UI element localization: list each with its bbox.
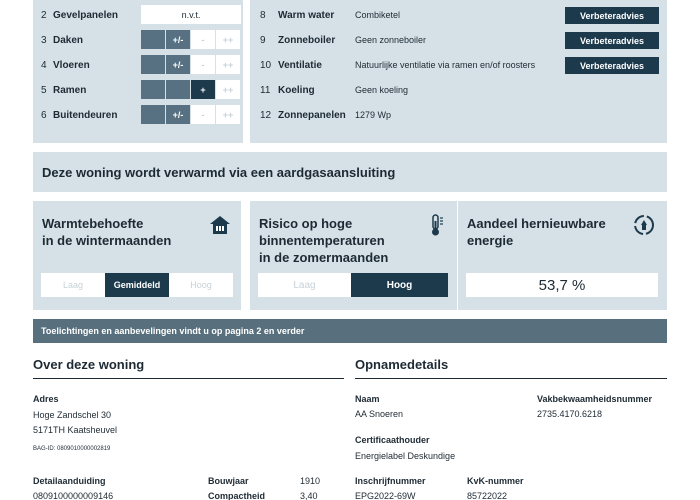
rating-segment: ++ [216,105,240,124]
component-number: 3 [41,34,47,46]
installation-label: Ventilatie [278,59,322,71]
note-banner [33,319,667,343]
component-row-ramen [41,80,241,100]
certificate-holder-label: Certificaathouder [355,435,430,445]
card-title-line: binnentemperaturen [259,233,385,248]
thermometer-icon [424,213,446,237]
rating-segment: +/- [166,105,190,124]
renewable-percentage: 53,7 % [466,273,658,297]
scale-option-medium: Gemiddeld [105,273,169,297]
component-number: 6 [41,109,47,121]
rating-segment: +/- [166,30,190,49]
installation-label: Warm water [278,9,335,21]
component-label: Gevelpanelen [53,9,119,21]
installation-number: 12 [260,109,272,121]
installation-row-koeling [260,80,665,100]
registration-number-label: Inschrijfnummer [355,476,426,486]
heat-demand-scale [41,273,233,297]
installations-panel [250,0,667,143]
installation-number: 9 [260,34,266,46]
rating-segment: + [191,80,215,99]
rating-segment [166,80,190,99]
improvement-advice-button-ventilatie[interactable]: Verbeteradvies [565,57,659,74]
card-title-line: in de zomermaanden [259,250,389,265]
component-rating [141,105,241,124]
scale-option-high: Hoog [190,280,212,290]
component-number: 4 [41,59,47,71]
recording-heading: Opnamedetails [355,357,449,372]
component-label: Vloeren [53,59,90,71]
assessor-name-value: AA Snoeren [355,409,404,419]
rating-segment: - [191,55,215,74]
improvement-advice-button-zonneboiler[interactable]: Verbeteradvies [565,32,659,49]
registration-number-value: EPG2022-69W [355,491,416,500]
installation-value: 1279 Wp [355,110,392,120]
heating-banner [33,152,667,192]
rating-segment: +/- [166,55,190,74]
rating-segment: - [191,30,215,49]
rating-segment [141,55,165,74]
components-panel [33,0,243,143]
assessor-name-label: Naam [355,394,380,404]
installation-label: Koeling [278,84,315,96]
compactness-label: Compactheid [208,491,266,500]
rating-segment [141,80,165,99]
card-title [467,215,606,249]
card-title [42,215,171,249]
scale-option-low: Laag [293,279,316,291]
qualification-number-label: Vakbekwaamheidsnummer [537,394,653,404]
card-title-line: Warmtebehoefte [42,216,144,231]
rating-segment: ++ [216,80,240,99]
scale-option-low: Laag [62,280,84,290]
installation-value: Natuurlijke ventilatie via ramen en/of roosters [355,60,536,70]
component-row-daken [41,30,241,50]
card-title-line: energie [467,233,514,248]
about-heading: Over deze woning [33,357,145,372]
address-line2: 5171TH Kaatsheuvel [33,425,118,435]
component-number: 5 [41,84,47,96]
rating-segment [141,105,165,124]
parcel-label: Detailaanduiding [33,476,106,486]
installation-value: Geen zonneboiler [355,35,427,45]
component-row-vloeren [41,55,241,75]
rating-segment: - [191,105,215,124]
rating-segment: ++ [216,55,240,74]
kvk-number-value: 85722022 [467,491,508,500]
improvement-advice-button-warm-water[interactable]: Verbeteradvies [565,7,659,24]
installation-number: 8 [260,9,266,21]
recycle-icon [632,213,654,237]
installation-number: 11 [260,84,271,96]
card-title [259,215,388,266]
card-title-line: in de wintermaanden [42,233,172,248]
parcel-value: 0809100000009146 [33,491,114,500]
component-label: Daken [53,34,84,46]
address-label: Adres [33,394,59,404]
about-divider [33,378,344,379]
kvk-number-label: KvK-nummer [467,476,524,486]
component-rating [141,80,241,99]
installation-value: Combiketel [355,10,401,20]
installation-number: 10 [260,59,272,71]
component-number: 2 [41,9,47,21]
installation-value: Geen koeling [355,85,409,95]
note-text: Toelichtingen en aanbevelingen vindt u op pagina 2 en verder [41,326,305,336]
installation-label: Zonnepanelen [278,109,346,121]
rating-segment: ++ [216,30,240,49]
construction-year-label: Bouwjaar [208,476,249,486]
component-row-gevelpanelen [41,5,241,25]
heat-demand-card [33,201,241,310]
bag-id: BAG-ID: 0809010000002819 [33,446,111,452]
component-rating [141,30,241,49]
overheating-risk-card [250,201,457,310]
scale-option-high: Hoog [351,273,448,297]
construction-year-value: 1910 [300,476,321,486]
component-label: Ramen [53,84,87,96]
qualification-number-value: 2735.4170.6218 [537,409,603,419]
component-label: Buitendeuren [53,109,118,121]
installation-row-zonnepanelen [260,105,665,125]
address-line1: Hoge Zandschel 30 [33,410,112,420]
component-rating [141,55,241,74]
heating-text: Deze woning wordt verwarmd via een aardgasaansluiting [42,164,396,180]
house-heat-icon [209,213,231,237]
renewable-energy-card [458,201,667,310]
recording-divider [355,378,667,379]
installation-label: Zonneboiler [278,34,336,46]
card-title-line: Risico op hoge [259,216,353,231]
certificate-holder-value: Energielabel Deskundige [355,451,456,461]
component-value: n.v.t. [141,5,241,24]
rating-segment [141,30,165,49]
component-row-buitendeuren [41,105,241,125]
overheating-scale [258,273,448,297]
card-title-line: Aandeel hernieuwbare [467,216,606,231]
compactness-value: 3,40 [300,491,318,500]
